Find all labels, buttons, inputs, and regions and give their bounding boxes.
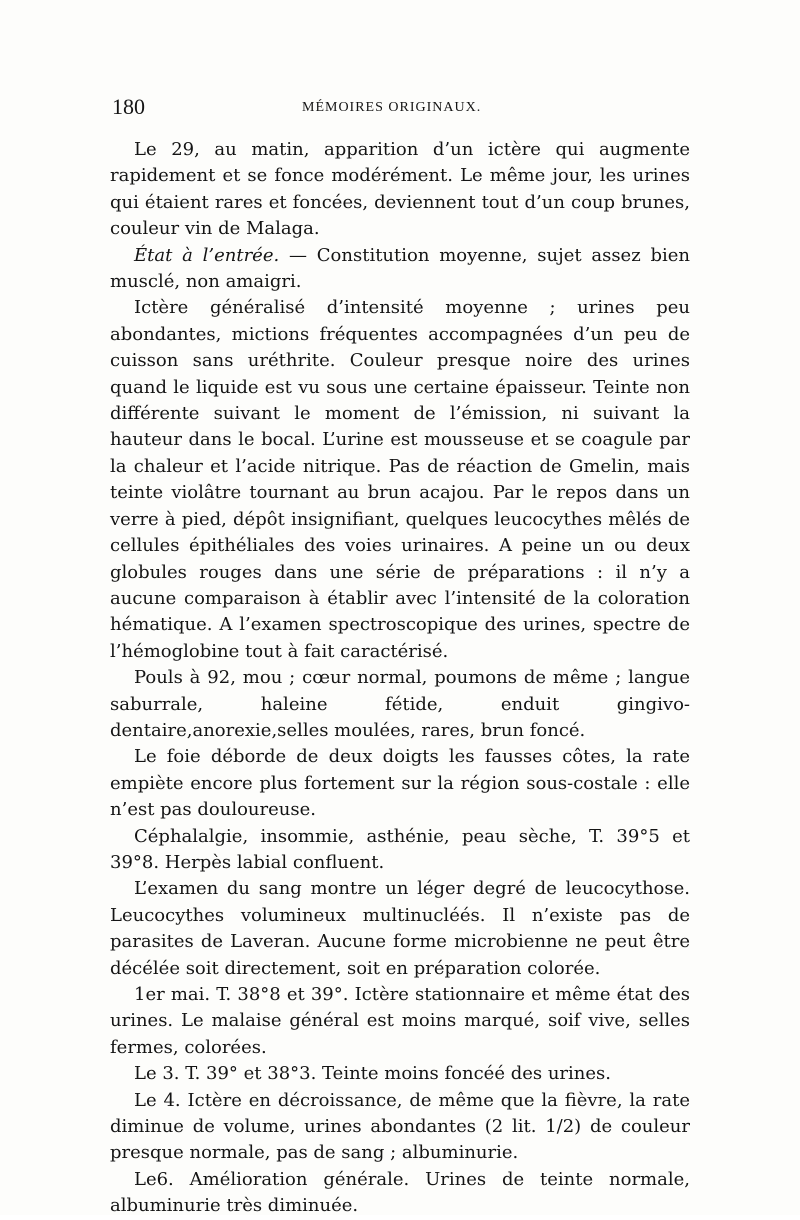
paragraph bbox=[110, 137, 690, 243]
page-header bbox=[112, 94, 690, 122]
paragraph bbox=[110, 665, 690, 744]
paragraph bbox=[110, 744, 690, 823]
paragraph-text: Le 3. T. 39° et 38°3. Teinte moins foncéé des urines. bbox=[134, 1063, 611, 1085]
paragraph bbox=[110, 824, 690, 877]
paragraph bbox=[110, 982, 690, 1061]
paragraph bbox=[110, 876, 690, 982]
paragraph bbox=[110, 1088, 690, 1167]
page-number: 180 bbox=[112, 94, 145, 119]
paragraph-text: Ictère généralisé d’intensité moyenne ; urines peu abondantes, mictions fréquentes accompagnées d’un peu de cuisson sans uréthrite. Couleur presque noire des urines quand le liquide est vu sous une certaine épaisseur. Teinte non différente suivant le moment de l’émission, ni suivant la hauteur dans le bocal. L’urine est mousseuse et se coagule par la chaleur et l’acide nitrique. Pas de réaction de Gmelin, mais teinte violâtre tournant au brun acajou. Par le repos dans un verre à pied, dépôt insignifiant, quelques leucocythes mêlés de cellules épithéliales des voies urinaires. A peine un ou deux globules rouges dans une série de préparations : il n’y a aucune comparaison à établir avec l’intensité de la coloration hématique. A l’examen spectroscopique des urines, spectre de l’hémoglobine tout à fait caractérisé. bbox=[110, 297, 690, 662]
paragraph-text: Le 29, au matin, apparition d’un ictère qui augmente rapidement et se fonce modérément. Le même jour, les urines qui étaient rares et foncées, deviennent tout d’un coup brunes, couleur vin de Malaga. bbox=[110, 139, 690, 240]
paragraph-text: Pouls à 92, mou ; cœur normal, poumons de même ; langue saburrale, haleine fétide, enduit gingivo-dentaire,anorexie,selles moulées, rares, brun foncé. bbox=[110, 667, 690, 741]
paragraph-text: L’examen du sang montre un léger degré de leucocythose. Leucocythes volumineux multinucléés. Il n’existe pas de parasites de Laveran. Aucune forme microbienne ne peut être décélée soit directement, soit en préparation colorée. bbox=[110, 878, 690, 979]
paragraph-text: 1er mai. T. 38°8 et 39°. Ictère stationnaire et même état des urines. Le malaise général est moins marqué, soif vive, selles fermes, colorées. bbox=[110, 984, 690, 1058]
paragraph bbox=[110, 1167, 690, 1220]
paragraph-text: — Constitution moyenne, sujet assez bien musclé, non amaigri. bbox=[110, 244, 690, 293]
running-head: MÉMOIRES ORIGINAUX. bbox=[302, 100, 482, 115]
paragraph bbox=[110, 1061, 690, 1087]
body-text bbox=[110, 137, 690, 1220]
paragraph-text: Céphalalgie, insommie, asthénie, peau sèche, T. 39°5 et 39°8. Herpès labial confluent. bbox=[110, 825, 690, 873]
paragraph-text: Le foie déborde de deux doigts les fausses côtes, la rate empiète encore plus fortement sur la région sous-costale : elle n’est pas douloureuse. bbox=[110, 746, 690, 821]
paragraph bbox=[110, 243, 690, 296]
section-lead: État à l’entrée. bbox=[134, 244, 280, 266]
paragraph-text: Le6. Amélioration générale. Urines de teinte normale, albuminurie très diminuée. bbox=[110, 1168, 690, 1217]
paragraph bbox=[110, 295, 690, 665]
paragraph-text: Le 4. Ictère en décroissance, de même que la fièvre, la rate diminue de volume, urines abondantes (2 lit. 1/2) de couleur presque normale, pas de sang ; albuminurie. bbox=[110, 1089, 690, 1164]
